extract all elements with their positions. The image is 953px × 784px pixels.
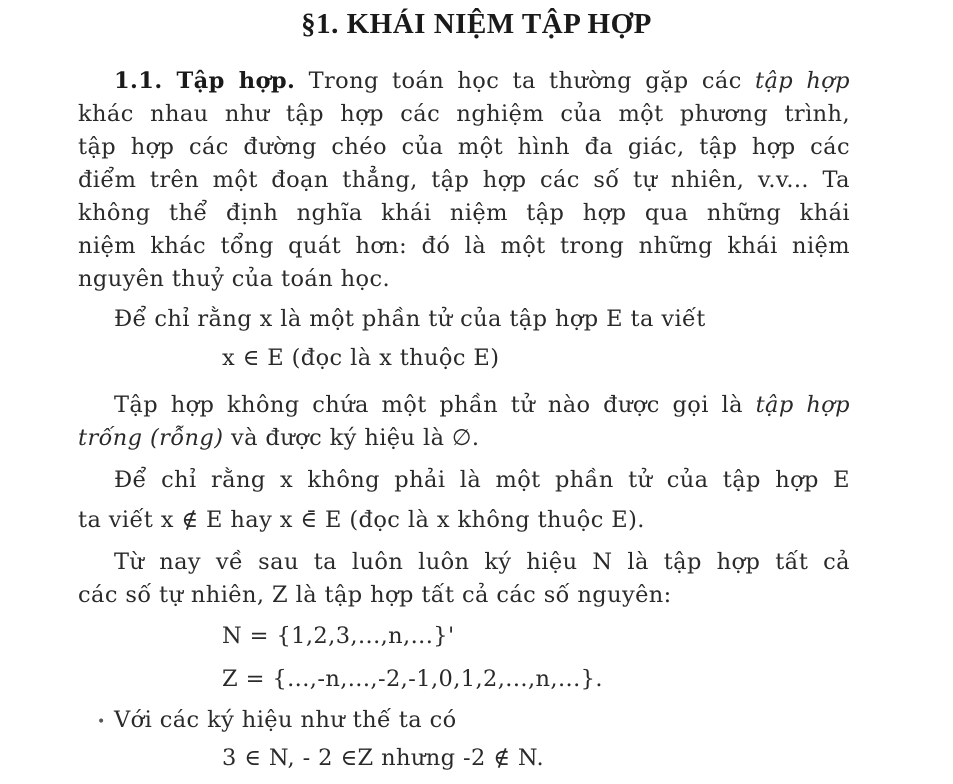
paragraph-line: điểm trên một đoạn thẳng, tập hợp các số tự nhiên, v.v... Ta bbox=[78, 167, 850, 193]
paragraph-line bbox=[78, 390, 850, 420]
paragraph-text: Trong toán học ta thường gặp các bbox=[308, 68, 742, 94]
paragraph-line bbox=[78, 423, 850, 453]
paragraph-line: niệm khác tổng quát hơn: đó là một trong những khái niệm bbox=[78, 233, 850, 259]
paragraph-line: Để chỉ rằng x không phải là một phần tử của tập hợp E bbox=[114, 467, 850, 493]
paragraph-text: Tập hợp không chứa một phần tử nào được gọi là bbox=[114, 392, 743, 418]
margin-dot: • bbox=[97, 714, 106, 730]
paragraph-line: các số tự nhiên, Z là tập hợp tất cả các số nguyên: bbox=[78, 582, 672, 608]
subsection-heading: 1.1. Tập hợp. bbox=[114, 68, 296, 94]
emphasized-term: trống (rỗng) bbox=[78, 425, 224, 451]
paragraph-line: nguyên thuỷ của toán học. bbox=[78, 266, 391, 292]
paragraph-line: tập hợp các đường chéo của một hình đa giác, tập hợp các bbox=[78, 134, 850, 160]
paragraph-line: Với các ký hiệu như thế ta có bbox=[114, 707, 457, 733]
paragraph-line: ta viết x ∉ E hay x ∈̄ E (đọc là x không thuộc E). bbox=[78, 507, 645, 533]
membership-formula: x ∈ E (đọc là x thuộc E) bbox=[222, 345, 500, 371]
emphasized-term: tập hợp bbox=[755, 68, 850, 94]
natural-numbers-set: N = {1,2,3,...,n,...}' bbox=[222, 623, 455, 649]
paragraph-text: và được ký hiệu là ∅. bbox=[230, 425, 480, 451]
section-title: §1. KHÁI NIỆM TẬP HỢP bbox=[301, 8, 652, 40]
emphasized-term: tập hợp bbox=[755, 392, 850, 418]
example-formula: 3 ∈ N, - 2 ∈Z nhưng -2 ∉ N. bbox=[222, 745, 545, 771]
paragraph-line: Từ nay về sau ta luôn luôn ký hiệu N là tập hợp tất cả bbox=[114, 549, 850, 575]
paragraph-line: Để chỉ rằng x là một phần tử của tập hợp E ta viết bbox=[114, 306, 706, 332]
paragraph-line: không thể định nghĩa khái niệm tập hợp qua những khái bbox=[78, 200, 850, 226]
paragraph-line bbox=[78, 66, 850, 96]
integers-set: Z = {...,-n,...,-2,-1,0,1,2,...,n,...}. bbox=[222, 666, 603, 692]
paragraph-line: khác nhau như tập hợp các nghiệm của một phương trình, bbox=[78, 101, 850, 127]
